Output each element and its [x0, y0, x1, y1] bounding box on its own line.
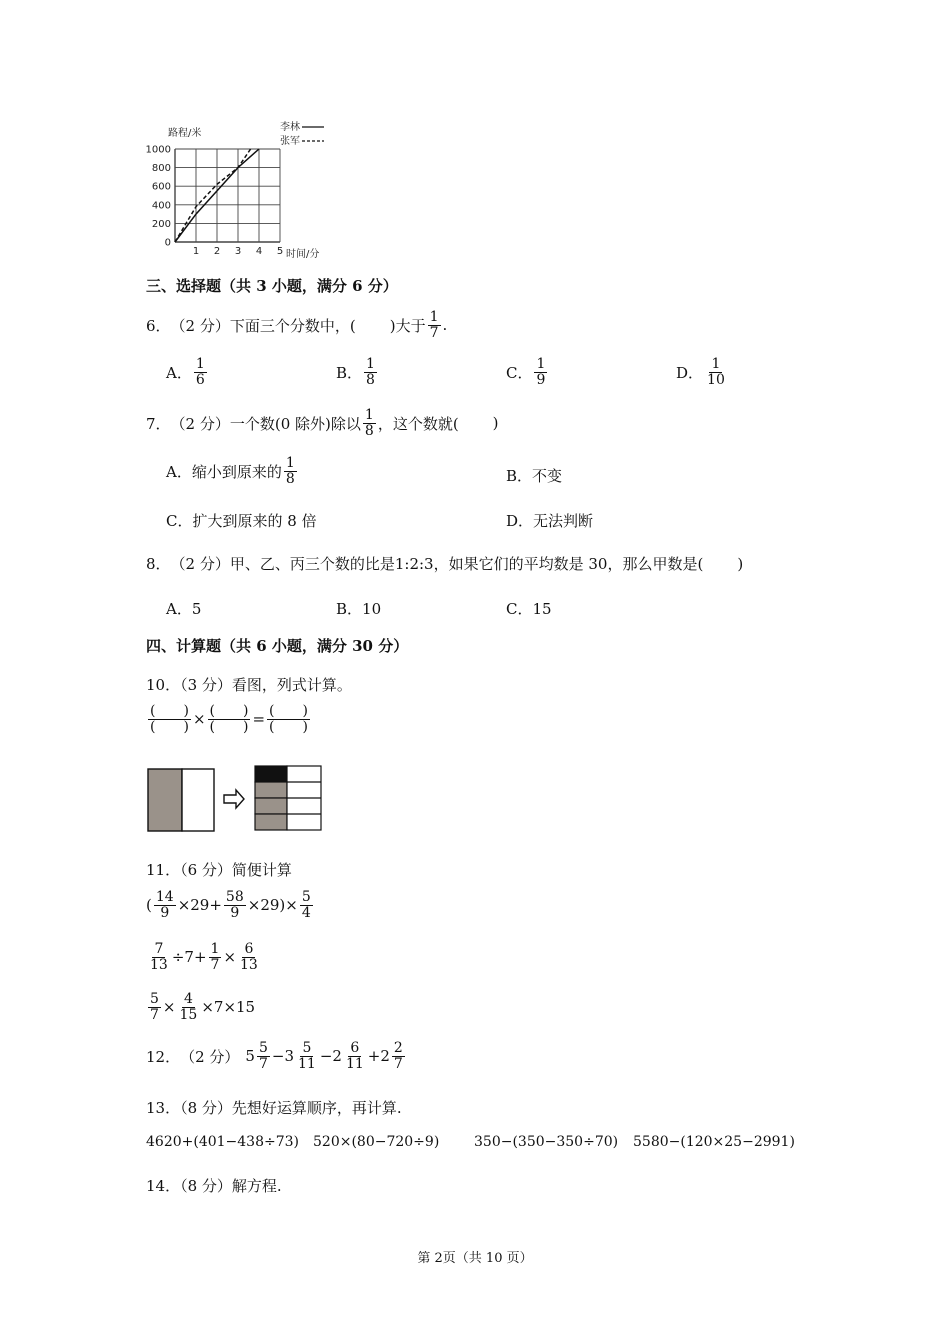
q8-option-c[interactable] [506, 598, 552, 619]
q11-e1-f3-num: 5 [301, 889, 311, 905]
q6-text-after: )大于 [389, 316, 426, 335]
q13-score: （8 分） [180, 1099, 232, 1117]
q14-number: 14． [146, 1177, 181, 1195]
chart-legend [280, 120, 324, 147]
q13-expr-1: 4620+(401−438÷73) [146, 1134, 300, 1150]
q7-fraction [363, 408, 376, 438]
q12-op2: −2 [319, 1047, 342, 1066]
q11-expression-2 [146, 942, 262, 972]
q6-frac-den: 7 [429, 324, 439, 341]
q6-option-a[interactable] [166, 357, 209, 387]
q11-e2-f1-num: 7 [154, 941, 164, 957]
diagram-left-shaded [148, 769, 182, 831]
y-tick-label: 400 [151, 200, 171, 212]
q6-number: 6． [146, 316, 171, 335]
q10-frac-2-den: ( ) [209, 718, 249, 735]
q7-option-b-text: 不变 [532, 467, 563, 485]
chart-grid [175, 149, 280, 242]
q6-option-c-num: 1 [536, 356, 546, 372]
q13-expr-2: 520×(80−720÷9) [313, 1134, 440, 1150]
q12-f1-den: 7 [258, 1055, 268, 1072]
q10-equals: = [252, 710, 266, 729]
q8-option-a-text: 5 [191, 600, 202, 618]
q6-option-a-num: 1 [195, 356, 205, 372]
q11-e3-f1-den: 7 [150, 1006, 159, 1023]
q6-option-d-letter: D． [676, 363, 704, 382]
q8-option-c-text: 15 [532, 600, 552, 618]
q11-e2-f3-num: 6 [244, 941, 254, 957]
q6-frac-num: 1 [429, 309, 439, 325]
q12-op3: +2 [367, 1047, 390, 1066]
x-tick-label: 1 [192, 246, 200, 257]
q11-e1-f1-num: 14 [155, 889, 174, 905]
q7-option-b-letter: B． [506, 467, 533, 485]
q10-fill-expression [146, 704, 312, 734]
q12-f3-den: 11 [345, 1055, 364, 1072]
question-11 [146, 859, 292, 880]
q7-text: 一个数(0 除外)除以 [229, 414, 361, 433]
q11-e2-op2: × [223, 948, 237, 967]
q11-e3-f2-num: 4 [183, 991, 193, 1007]
q11-e2-f3-den: 13 [240, 956, 258, 973]
q7-option-a-den: 8 [285, 470, 295, 487]
q11-e1-op2: ×29)× [247, 896, 298, 915]
q11-number: 11． [146, 861, 181, 879]
diagram-right-gray-3 [255, 814, 287, 830]
q7-option-c-letter: C． [166, 512, 193, 530]
q6-option-d-num: 1 [711, 356, 721, 372]
q10-frac-3-den: ( ) [269, 718, 308, 735]
q10-frac-3[interactable] [267, 704, 310, 734]
q8-option-a[interactable] [166, 598, 201, 619]
q10-number: 10． [146, 676, 181, 694]
y-tick-label: 200 [151, 218, 171, 230]
page-footer: 第 2页（共 10 页） [417, 1251, 533, 1266]
q14-text: 解方程. [231, 1177, 282, 1195]
question-14 [146, 1175, 282, 1196]
q6-option-c-den: 9 [536, 371, 546, 388]
q6-option-b[interactable] [336, 357, 379, 387]
q6-option-c[interactable] [506, 357, 549, 387]
diagram-right-black [255, 766, 287, 782]
diagram-right-gray-2 [255, 798, 287, 814]
q7-option-d[interactable] [506, 510, 593, 531]
q7-option-a-text: 缩小到原来的 [191, 462, 282, 481]
q10-frac-2[interactable] [208, 704, 251, 734]
q8-option-a-letter: A． [166, 600, 192, 618]
q13-text: 先想好运算顺序，再计算. [231, 1099, 402, 1117]
question-8 [146, 553, 743, 574]
q11-e2-f2-num: 1 [210, 941, 220, 957]
q11-e1-open: ( [146, 896, 152, 915]
q10-frac-1-num: ( ) [150, 703, 189, 719]
q11-e1-op1: ×29+ [177, 896, 222, 915]
q6-option-d-den: 10 [707, 371, 725, 388]
q7-option-d-letter: D． [506, 512, 534, 530]
q12-f4-den: 7 [393, 1055, 403, 1072]
q13-number: 13． [146, 1099, 181, 1117]
q11-e2-op1: ÷7+ [171, 948, 207, 967]
q12-f4-num: 2 [393, 1040, 403, 1056]
question-12 [146, 1041, 407, 1071]
q10-frac-1[interactable] [148, 704, 191, 734]
q11-e1-f2-den: 9 [230, 904, 240, 921]
q8-end: ) [737, 554, 744, 573]
q13-expr-4: 5580−(120×25−2991) [633, 1134, 795, 1150]
q11-e1-f1-den: 9 [160, 904, 170, 921]
section-4-title: 四、计算题（共 6 小题，满分 30 分） [146, 637, 409, 655]
q8-number: 8． [146, 555, 171, 573]
q6-option-a-letter: A． [166, 363, 192, 382]
chart-y-axis-label: 路程/米 [168, 128, 202, 139]
distance-time-chart [140, 112, 340, 262]
q11-e3-op1: × [162, 998, 176, 1017]
q11-e1-f3-den: 4 [301, 904, 311, 921]
x-tick-label: 2 [213, 246, 221, 257]
q11-e2-f1-den: 13 [150, 956, 168, 973]
q7-option-c[interactable] [166, 510, 317, 531]
q7-frac-num: 1 [364, 407, 374, 423]
q12-f2-num: 5 [302, 1040, 312, 1056]
q12-f3-num: 6 [350, 1040, 360, 1056]
q7-end: ) [492, 414, 499, 433]
q8-option-b-letter: B． [336, 600, 363, 618]
q8-score: （2 分） [170, 555, 230, 573]
q11-expression-1 [146, 890, 315, 920]
q7-frac-den: 8 [364, 422, 374, 439]
q10-frac-3-num: ( ) [269, 703, 308, 719]
y-tick-label: 600 [151, 181, 171, 193]
q8-option-c-letter: C． [506, 600, 533, 618]
q12-score: （2 分） [180, 1047, 240, 1066]
q6-option-c-letter: C． [506, 363, 533, 382]
q6-score: （2 分） [170, 316, 230, 335]
q12-f1-num: 5 [258, 1040, 268, 1056]
q11-score: （6 分） [180, 861, 232, 879]
x-tick-label: 5 [276, 246, 284, 257]
q8-option-b-text: 10 [362, 600, 382, 618]
q12-f2-den: 11 [298, 1055, 316, 1072]
y-tick-label: 800 [151, 163, 171, 175]
q6-option-a-den: 6 [195, 371, 205, 388]
y-tick-label: 1000 [145, 144, 171, 156]
chart-y-ticks [146, 145, 171, 249]
legend-label-li-lin: 李林 [280, 122, 300, 133]
arrow-icon [224, 790, 244, 808]
question-6 [146, 310, 447, 340]
q12-number: 12． [146, 1047, 181, 1066]
q6-fraction [428, 310, 441, 340]
q7-number: 7． [146, 414, 171, 433]
q12-whole-1: 5 [245, 1047, 255, 1066]
chart-x-ticks [193, 246, 283, 257]
q7-text-after: ，这个数就( [377, 414, 459, 433]
q7-option-d-text: 无法判断 [533, 512, 594, 530]
q6-option-b-den: 8 [366, 371, 375, 388]
q6-option-d[interactable] [676, 357, 729, 387]
q8-option-b[interactable] [336, 598, 381, 619]
q7-option-b[interactable] [506, 465, 562, 486]
q7-option-a-letter: A． [166, 462, 192, 481]
question-7 [146, 408, 499, 438]
section-3-title: 三、选择题（共 3 小题，满分 6 分） [146, 277, 398, 295]
q6-option-b-num: 1 [366, 356, 375, 372]
q11-e2-f2-den: 7 [210, 956, 220, 973]
q11-e3-f1-num: 5 [150, 991, 159, 1007]
question-13 [146, 1097, 402, 1118]
q11-e3-f2-den: 15 [179, 1006, 198, 1023]
q10-times: × [192, 710, 206, 729]
q7-option-a[interactable] [166, 456, 299, 486]
question-10 [146, 674, 352, 695]
q10-frac-1-den: ( ) [150, 718, 189, 735]
q11-expression-3 [146, 992, 255, 1022]
q11-text: 简便计算 [231, 861, 292, 879]
q6-end: . [442, 316, 448, 335]
diagram-left-white [182, 769, 214, 831]
q10-text: 看图，列式计算。 [231, 676, 352, 694]
q6-text: 下面三个分数中，( [229, 316, 356, 335]
q11-e3-op2: ×7×15 [201, 998, 256, 1017]
q12-op1: −3 [271, 1047, 294, 1066]
q10-fraction-diagram [146, 763, 326, 835]
diagram-right-gray-1 [255, 782, 287, 798]
q14-score: （8 分） [180, 1177, 232, 1195]
x-tick-label: 4 [255, 246, 263, 257]
x-tick-label: 3 [234, 246, 242, 257]
chart-x-axis-label: 时间/分 [286, 249, 320, 260]
q7-score: （2 分） [170, 414, 230, 433]
q13-expr-3: 350−(350−350÷70) [474, 1134, 619, 1150]
legend-label-zhang-jun: 张军 [280, 136, 300, 147]
q8-text: 甲、乙、丙三个数的比是1:2:3，如果它们的平均数是 30，那么甲数是( [229, 555, 704, 573]
q7-option-a-num: 1 [285, 455, 295, 471]
q11-e1-f2-num: 58 [225, 889, 244, 905]
q7-option-c-text: 扩大到原来的 8 倍 [192, 512, 317, 530]
q10-frac-2-num: ( ) [209, 703, 249, 719]
q10-score: （3 分） [180, 676, 232, 694]
q6-option-b-letter: B． [336, 363, 363, 382]
y-tick-label: 0 [164, 237, 171, 249]
